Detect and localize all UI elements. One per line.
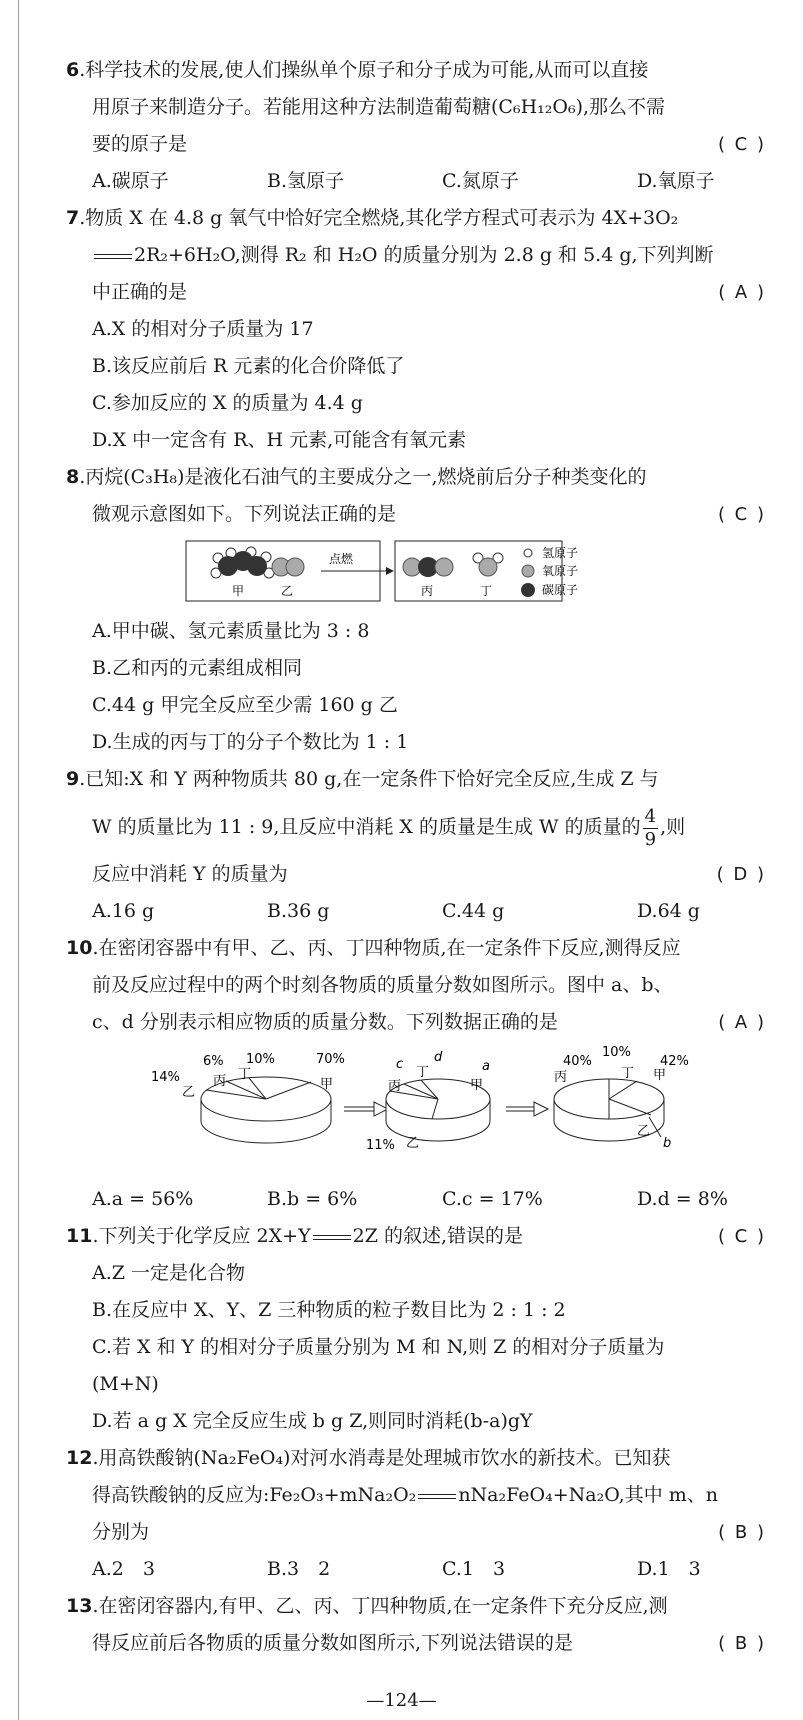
q7-line-1: [66, 200, 766, 237]
q10-option-c: C.c = 17%: [442, 1188, 543, 1210]
q11-option-d: D.若 a g X 完全反应生成 b g Z,则同时消耗(b-a)gY: [92, 1410, 533, 1432]
q9-stem-1: .已知:X 和 Y 两种物质共 80 g,在一定条件下恰好完全反应,生成 Z 与: [79, 768, 659, 790]
q8-option-a: A.甲中碳、氢元素质量比为 3 : 8: [92, 620, 370, 642]
label-ignite: 点燃: [329, 552, 354, 566]
q8-option-b: B.乙和丙的元素组成相同: [92, 657, 303, 679]
p1-bing-label: 丙: [213, 1074, 227, 1089]
q9-line-2: [66, 798, 766, 856]
pie-arrow-2: [506, 1102, 548, 1116]
label-jia: 甲: [232, 584, 245, 598]
q11-line-1: [66, 1218, 766, 1255]
q7-line-2: [66, 237, 766, 274]
p2-yi-value: 11%: [366, 1138, 395, 1153]
q11-stem-1b: 2Z 的叙述,错误的是: [352, 1225, 523, 1247]
legend-carbon: 碳原子: [542, 583, 579, 597]
p2-d-value: d: [434, 1050, 443, 1065]
p3-jia-label: 甲: [653, 1068, 667, 1083]
p2-yi-label: 乙: [406, 1136, 420, 1151]
q8-stem-1: .丙烷(C₃H₈)是液化石油气的主要成分之一,燃烧前后分子种类变化的: [79, 466, 647, 488]
p1-ding-label: 丁: [238, 1067, 252, 1082]
q6-answer: ( C ): [717, 134, 766, 155]
q12-number: 12: [66, 1447, 93, 1469]
co2-molecule: [403, 557, 453, 577]
q6-option-a: A.碳原子: [92, 170, 169, 192]
q12-line-3: [66, 1514, 766, 1551]
q11-number: 11: [66, 1225, 93, 1247]
p2-jia-label: 甲: [470, 1078, 484, 1093]
q8-line-1: [66, 459, 766, 496]
q10-line-1: [66, 930, 766, 967]
p3-ding-label: 丁: [621, 1066, 635, 1081]
p3-ding-value: 10%: [602, 1045, 631, 1060]
q13-line-2: [66, 1625, 766, 1662]
q12-equation-sign: [418, 1494, 456, 1499]
q10-stem-2: 前及反应过程中的两个时刻各物质的质量分数如图所示。图中 a、b、: [92, 974, 673, 996]
q11-option-b: B.在反应中 X、Y、Z 三种物质的粒子数目比为 2 : 1 : 2: [92, 1299, 566, 1321]
water-molecule: [473, 553, 503, 576]
q7-equation-sign: [94, 254, 132, 259]
q12-line-2: [66, 1477, 766, 1514]
q12-stem-2a: 得高铁酸钠的反应为:Fe₂O₃+mNa₂O₂: [92, 1484, 417, 1506]
q12-option-d: D.1 3: [637, 1558, 701, 1580]
q10-line-3: [66, 1004, 766, 1041]
q7-stem-2: 2R₂+6H₂O,测得 R₂ 和 H₂O 的质量分别为 2.8 g 和 5.4 g,下列判断: [134, 244, 714, 266]
arrow-head-icon: [386, 567, 394, 575]
p1-yi-label: 乙: [182, 1085, 196, 1100]
q10-answer: ( A ): [718, 1012, 766, 1033]
q12-option-b: B.3 2: [267, 1558, 331, 1580]
label-yi: 乙: [281, 584, 294, 598]
q12-option-c: C.1 3: [442, 1558, 506, 1580]
fraction-numerator: 4: [644, 805, 657, 827]
q11-equation-sign: [313, 1235, 351, 1240]
pie-initial: [151, 1052, 345, 1143]
q6-number: 6: [66, 59, 80, 81]
propane-molecule: [211, 547, 274, 578]
q12-line-1: [66, 1440, 766, 1477]
q8-stem-2: 微观示意图如下。下列说法正确的是: [92, 503, 397, 525]
q12-stem-3: 分别为: [92, 1521, 150, 1543]
q7-stem-3: 中正确的是: [92, 281, 188, 303]
q10-stem-1: .在密闭容器中有甲、乙、丙、丁四种物质,在一定条件下反应,测得反应: [92, 937, 681, 959]
q13-stem-2: 得反应前后各物质的质量分数如图所示,下列说法错误的是: [92, 1632, 574, 1654]
q9-number: 9: [66, 768, 80, 790]
q6-option-d: D.氧原子: [637, 170, 715, 192]
p2-c-value: c: [396, 1057, 404, 1072]
q11-option-c-cont: (M+N): [92, 1373, 159, 1395]
legend-hydrogen-icon: [524, 549, 532, 557]
q9-option-c: C.44 g: [442, 900, 505, 922]
p1-ding-value: 10%: [246, 1052, 275, 1067]
fraction-denominator: 9: [644, 828, 657, 850]
q6-option-c: C.氮原子: [442, 170, 519, 192]
pie-midway: [366, 1050, 490, 1153]
q13-number: 13: [66, 1595, 93, 1617]
q7-option-b: B.该反应前后 R 元素的化合价降低了: [92, 355, 405, 377]
q7-number: 7: [66, 207, 80, 229]
q10-pie-charts: [66, 1041, 766, 1181]
p1-jia-label: 甲: [320, 1077, 334, 1092]
legend-oxygen-icon: [522, 565, 534, 577]
p1-yi-value: 14%: [151, 1070, 180, 1085]
pie-later: [554, 1045, 689, 1151]
q12-options: [66, 1551, 766, 1588]
q9-stem-3: 反应中消耗 Y 的质量为: [92, 863, 288, 885]
p3-b-value: b: [663, 1136, 672, 1151]
p3-jia-value: 42%: [660, 1054, 689, 1069]
q13-stem-1: .在密闭容器内,有甲、乙、丙、丁四种物质,在一定条件下充分反应,测: [92, 1595, 668, 1617]
q6-option-b: B.氢原子: [267, 170, 345, 192]
q7-line-3: [66, 274, 766, 311]
page-number: —124—: [366, 1690, 437, 1711]
q13-answer: ( B ): [718, 1633, 766, 1654]
q10-number: 10: [66, 937, 93, 959]
q9-line-1: [66, 761, 766, 798]
label-ding: 丁: [480, 584, 493, 598]
q8-molecule-diagram: [66, 533, 766, 613]
q6-stem-3: 要的原子是: [92, 133, 188, 155]
q12-option-a: A.2 3: [92, 1558, 155, 1580]
q10-option-b: B.b = 6%: [267, 1188, 358, 1210]
q8-option-c: C.44 g 甲完全反应至少需 160 g 乙: [92, 694, 398, 716]
q9-stem-2: W 的质量比为 11 : 9,且反应中消耗 X 的质量是生成 W 的质量的: [92, 816, 641, 838]
q9-option-d: D.64 g: [637, 900, 700, 922]
q10-stem-3: c、d 分别表示相应物质的质量分数。下列数据正确的是: [92, 1011, 558, 1033]
q12-stem-2b: nNa₂FeO₄+Na₂O,其中 m、n: [458, 1484, 718, 1506]
q9-fraction: [643, 806, 658, 851]
oxygen-molecule: [272, 558, 304, 576]
p3-yi-label: 乙: [637, 1124, 651, 1139]
legend-oxygen: 氧原子: [542, 564, 579, 578]
q7-option-a: A.X 的相对分子质量为 17: [92, 318, 314, 340]
q6-line-1: [66, 52, 766, 89]
q8-answer: ( C ): [717, 504, 766, 525]
pie-arrow-1: [344, 1102, 388, 1116]
q12-stem-1: .用高铁酸钠(Na₂FeO₄)对河水消毒是处理城市饮水的新技术。已知获: [92, 1447, 671, 1469]
q7-stem-1: .物质 X 在 4.8 g 氧气中恰好完全燃烧,其化学方程式可表示为 4X+3O₂: [79, 207, 679, 229]
legend-carbon-icon: [521, 583, 535, 597]
p1-jia-value: 70%: [316, 1052, 345, 1067]
p1-bing-value: 6%: [203, 1054, 224, 1069]
q12-answer: ( B ): [718, 1522, 766, 1543]
q9-stem-2b: ,则: [660, 816, 686, 838]
q9-answer: ( D ): [716, 864, 766, 885]
label-bing: 丙: [421, 584, 434, 598]
q11-stem-1a: .下列关于化学反应 2X+Y: [92, 1225, 311, 1247]
q9-line-3: [66, 856, 766, 893]
p3-bing-value: 40%: [563, 1054, 592, 1069]
p2-ding-label: 丁: [416, 1065, 430, 1080]
q9-options: [66, 893, 766, 930]
question-page: [66, 52, 766, 1662]
q11-answer: ( C ): [717, 1226, 766, 1247]
q13-line-1: [66, 1588, 766, 1625]
q10-option-d: D.d = 8%: [637, 1188, 728, 1210]
q10-options: [66, 1181, 766, 1218]
page-edge-line: [18, 0, 19, 1720]
q9-option-a: A.16 g: [92, 900, 155, 922]
q8-number: 8: [66, 466, 80, 488]
q7-option-d: D.X 中一定含有 R、H 元素,可能含有氧元素: [92, 429, 467, 451]
q8-option-d: D.生成的丙与丁的分子个数比为 1 : 1: [92, 731, 409, 753]
p3-bing-label: 丙: [554, 1070, 568, 1085]
q7-option-c: C.参加反应的 X 的质量为 4.4 g: [92, 392, 363, 414]
q6-stem-2: 用原子来制造分子。若能用这种方法制造葡萄糖(C₆H₁₂O₆),那么不需: [92, 96, 666, 118]
q11-option-c: C.若 X 和 Y 的相对分子质量分别为 M 和 N,则 Z 的相对分子质量为: [92, 1336, 665, 1358]
q8-line-2: [66, 496, 766, 533]
q11-option-a: A.Z 一定是化合物: [92, 1262, 246, 1284]
legend-hydrogen: 氢原子: [542, 546, 579, 560]
q6-line-3: [66, 126, 766, 163]
q6-options: [66, 163, 766, 200]
q6-line-2: [66, 89, 766, 126]
q9-option-b: B.36 g: [267, 900, 330, 922]
p2-a-value: a: [482, 1059, 490, 1074]
q10-line-2: [66, 967, 766, 1004]
q6-stem-1: .科学技术的发展,使人们操纵单个原子和分子成为可能,从而可以直接: [79, 59, 649, 81]
p2-bing-label: 丙: [388, 1079, 402, 1094]
q10-option-a: A.a = 56%: [92, 1188, 194, 1210]
q7-answer: ( A ): [718, 282, 766, 303]
